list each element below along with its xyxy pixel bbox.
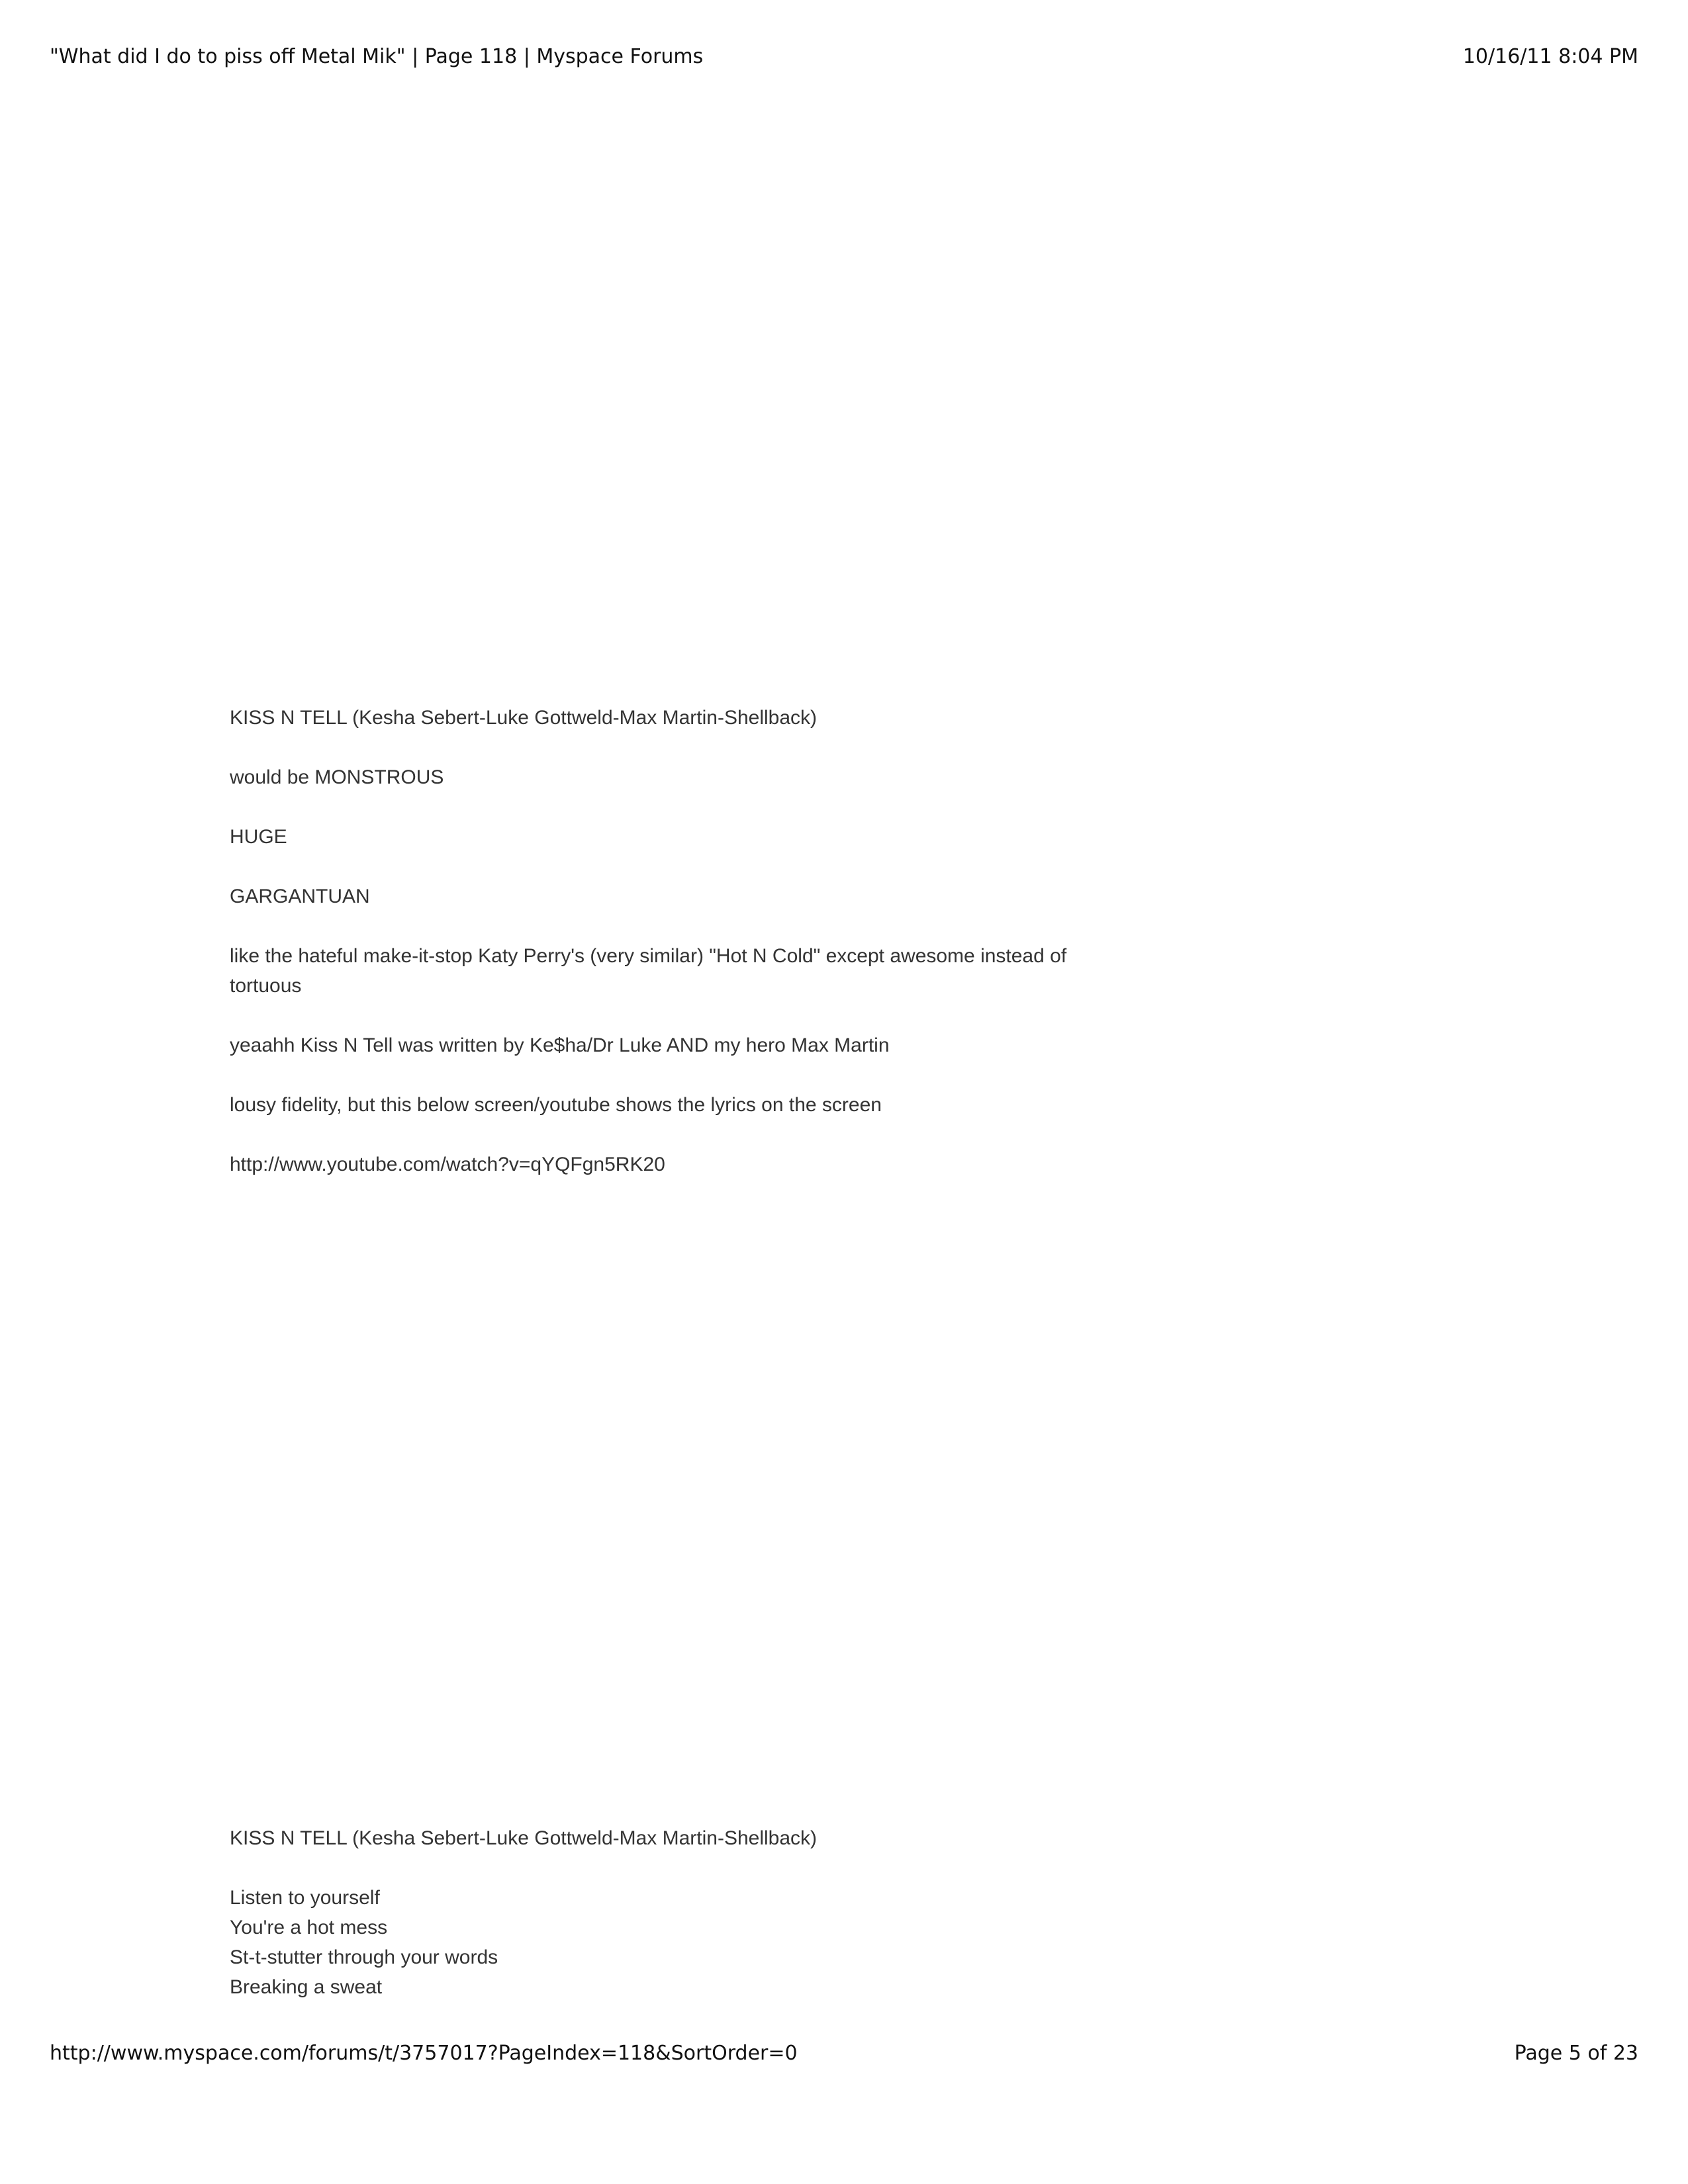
lyric-line: St-t-stutter through your words	[230, 1946, 498, 1968]
page-url: http://www.myspace.com/forums/t/3757017?PageIndex=118&SortOrder=0	[50, 2042, 798, 2065]
post-title: KISS N TELL (Kesha Sebert-Luke Gottweld-Max Martin-Shellback)	[230, 707, 818, 729]
lyric-line: Breaking a sweat	[230, 1976, 383, 1998]
post-line: lousy fidelity, but this below screen/youtube shows the lyrics on the screen	[230, 1094, 882, 1116]
post-line: GARGANTUAN	[230, 886, 370, 907]
spacer	[230, 911, 1090, 941]
spacer	[230, 1060, 1090, 1090]
post-1	[230, 703, 1090, 1179]
page-title: "What did I do to piss off Metal Mik" | Page 118 | Myspace Forums	[50, 45, 704, 68]
post-line: like the hateful make-it-stop Katy Perry's (very similar) "Hot N Cold" except awesome instead of tortuous	[230, 945, 1067, 997]
lyric-line: You're a hot mess	[230, 1917, 388, 1938]
print-datetime: 10/16/11 8:04 PM	[1462, 45, 1638, 68]
lyric-line: Listen to yourself	[230, 1887, 380, 1909]
spacer	[230, 1120, 1090, 1150]
spacer	[230, 852, 1090, 882]
spacer	[230, 792, 1090, 822]
page-number: Page 5 of 23	[1514, 2042, 1638, 2065]
post-2	[230, 1823, 817, 2002]
post-line: yeaahh Kiss N Tell was written by Ke$ha/Dr Luke AND my hero Max Martin	[230, 1034, 890, 1056]
post-line: HUGE	[230, 826, 287, 848]
youtube-link[interactable]: http://www.youtube.com/watch?v=qYQFgn5RK20	[230, 1154, 665, 1175]
spacer	[230, 1001, 1090, 1030]
spacer	[230, 1853, 817, 1883]
spacer	[230, 733, 1090, 762]
post-line: would be MONSTROUS	[230, 766, 444, 788]
post-title: KISS N TELL (Kesha Sebert-Luke Gottweld-Max Martin-Shellback)	[230, 1827, 818, 1849]
